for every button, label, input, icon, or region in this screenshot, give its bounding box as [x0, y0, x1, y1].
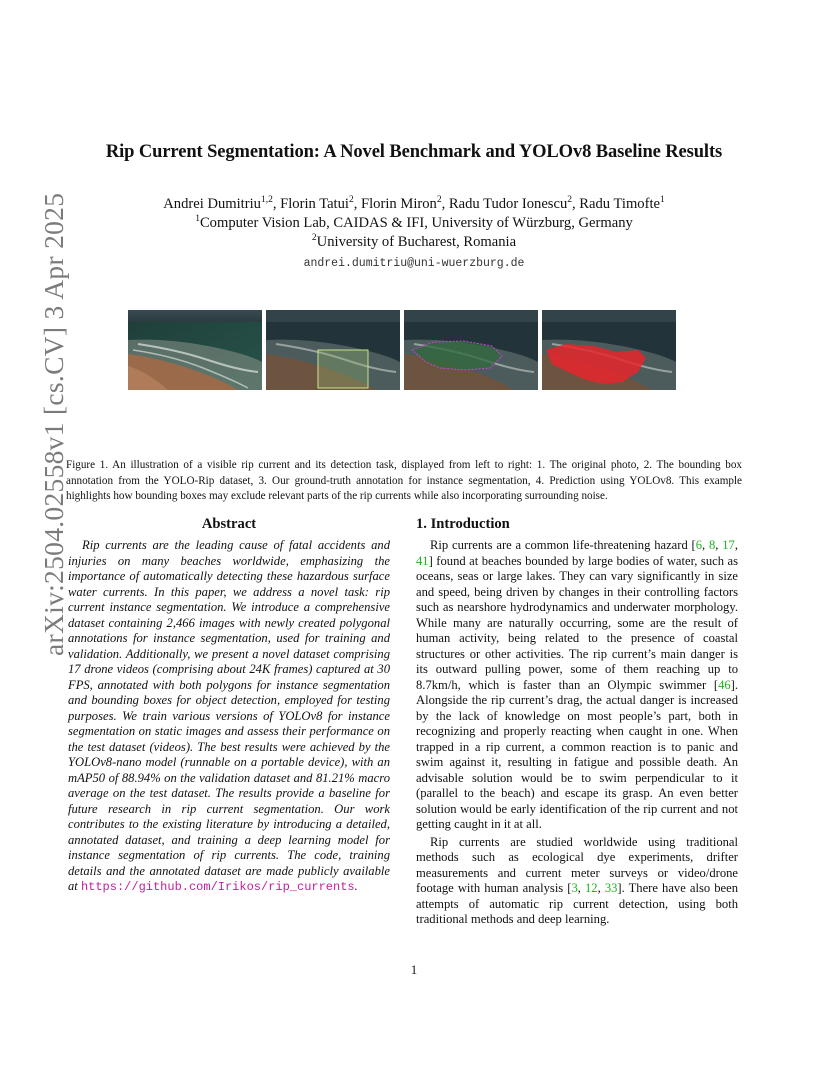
citation-link[interactable]: 12: [585, 881, 598, 895]
citation-link[interactable]: 33: [604, 881, 618, 895]
author: Florin Tatui$^2$,: [280, 195, 362, 212]
paragraph-text: ,: [715, 538, 723, 552]
affiliation-2: $^2$University of Bucharest, Romania: [311, 233, 517, 250]
author: Radu Tudor Ionescu$^2$,: [448, 195, 580, 212]
author: Radu Timofte$^1$: [579, 195, 665, 212]
introduction-heading: 1. Introduction: [416, 516, 510, 532]
citation-link[interactable]: 46: [718, 677, 731, 692]
paragraph-text: ,: [597, 881, 605, 895]
citation-link[interactable]: 17: [722, 538, 735, 552]
introduction-paragraph-2: [416, 835, 738, 928]
author: Andrei Dumitriu$^{1,2}$,: [163, 195, 281, 212]
paragraph-text: ,: [577, 881, 585, 895]
author-email: andrei.dumitriu@uni-wuerzburg.de: [303, 257, 525, 270]
introduction-paragraph-1: [416, 538, 738, 833]
introduction-section: [416, 512, 738, 928]
figure-panel-original-photo: [128, 310, 262, 390]
paragraph-text: ]. There have also been attempts of automatic rip current detection, using both traditional methods and deep learning.: [416, 881, 738, 926]
author: Florin Miron$^2$,: [361, 195, 449, 212]
figure-1: [128, 310, 676, 390]
paragraph-text: ] found at beaches bounded by large bodies of water, such as oceans, seas or large lakes. They can vary significantly in size and speed, being driven by changes in their controlling factors such as nearshore hydrodynamics and underwater morphology. While many are naturally occurring, some are the result of human activity, being related to the presence of coastal structures or other activities. The rip current’s main danger is its outward pulling power, some of them reaching up to 8.7km/h, which is faster than an Olympic swimmer [: [416, 553, 738, 692]
abstract-section: [68, 512, 390, 896]
author-list: [0, 196, 828, 213]
paragraph-text: ,: [734, 538, 738, 552]
page-number: 1: [410, 963, 418, 977]
code-link[interactable]: https://github.com/Irikos/rip_currents: [80, 880, 355, 894]
arxiv-identifier: arXiv:2504.02558v1 [cs.CV] 3 Apr 2025: [38, 192, 69, 656]
paragraph-text: ,: [702, 538, 709, 552]
citation-link[interactable]: 6: [695, 538, 703, 552]
figure-panel-bounding-box: [266, 310, 400, 390]
abstract-text: Rip currents are the leading cause of fatal accidents and injuries on many beaches worldwide, emphasizing the importance of automatically detecting these hazardous surface water currents. In this paper, we address a novel task: rip current instance segmentation. We introduce a comprehensive dataset containing 2,466 images with newly created polygonal annotations for instance segmentation, used for training and validation. Additionally, we present a novel dataset comprising 17 drone videos (comprising about 24K frames) captured at 30 FPS, annotated with both polygons for instance segmentation and bounding boxes for object detection, employed for testing purposes. We train various versions of YOLOv8 for instance segmentation on static images and assess their performance on the test dataset (videos). The best results were achieved by the YOLOv8-nano model (runnable on a portable device), with an mAP50 of 88.94% on the validation dataset and 81.21% macro average on the test dataset. The results provide a baseline for future research in rip current segmentation. Our work contributes to the existing literature by introducing a detailed, annotated dataset, and training a deep learning model for instance segmentation of rip currents. The code, training details and the annotated dataset are made publicly available at https://github.com/Irikos/rip_currents.: [68, 538, 390, 894]
paragraph-text: Rip currents are studied worldwide using traditional methods such as ecological dye experiments, drifter measurements and current meter surveys or video/drone footage with human analysis [: [416, 834, 738, 895]
paragraph-text: Rip currents are a common life-threatening hazard [: [430, 538, 696, 552]
affiliation-1: $^1$Computer Vision Lab, CAIDAS & IFI, University of Würzburg, Germany: [195, 214, 633, 231]
figure-caption: Figure 1. An illustration of a visible rip current and its detection task, displayed from left to right: 1. The original photo, 2. The bounding box annotation from the YOLO-Rip dataset, 3. Our ground-truth annotation for instance segmentation, 4. Prediction using YOLOv8. This example highlights how bounding boxes may exclude relevant parts of the rip currents while also incorporating surrounding noise.: [66, 459, 742, 502]
citation-link[interactable]: 3: [571, 881, 578, 895]
paragraph-text: ]. Alongside the rip current’s drag, the actual danger is increased by the lack of knowledge on most people’s part, both in recognizing and properly reacting when caught in one. When trapped in a rip current, a common reaction is to panic and swim against it, resulting in fatigue and possible death. An advisable solution would be to swim perpendicular to it (parallel to the beach) and escape its grasp. An even better solution would be early identification of the rip current and not getting caught in it at all.: [416, 677, 738, 831]
paper-title: Rip Current Segmentation: A Novel Benchmark and YOLOv8 Baseline Results: [105, 142, 723, 162]
figure-panel-polygon-annotation: [404, 310, 538, 390]
figure-panel-prediction: [542, 310, 676, 390]
citation-link[interactable]: 41: [416, 553, 429, 568]
abstract-heading: Abstract: [201, 516, 257, 532]
citation-link[interactable]: 8: [709, 538, 716, 552]
